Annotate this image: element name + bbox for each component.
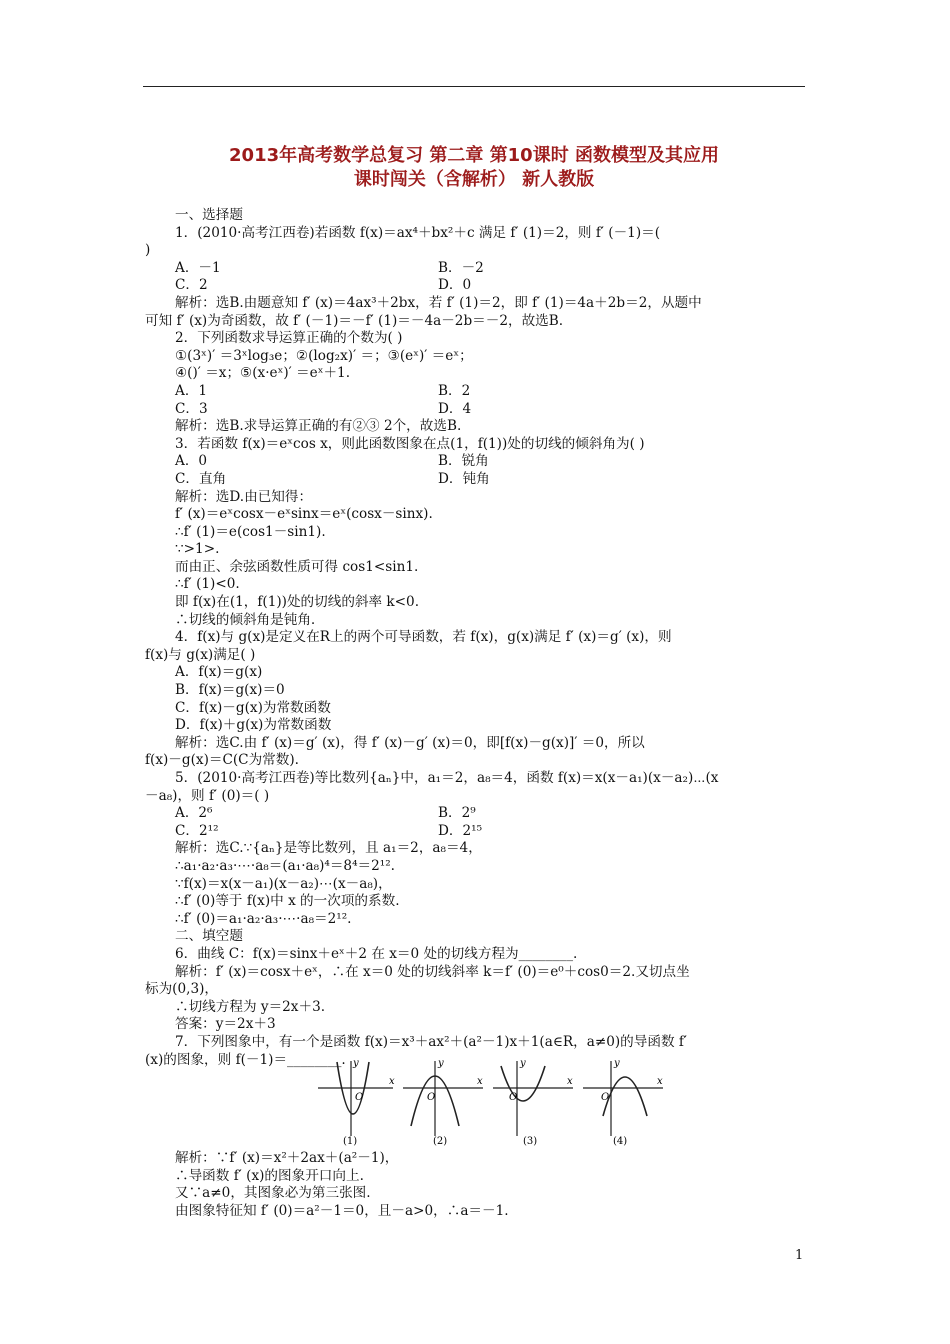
body-text-after-figure	[175, 1150, 815, 1220]
text-line: ∴f′ (0)＝a₁·a₂·a₃·⋯·a₈＝2¹².	[175, 910, 352, 927]
text-line: 5．(2010·高考江西卷)等比数列{aₙ}中，a₁＝2，a₈＝4，函数 f(x)＝x(x－a₁)(x－a₂)⋯(x	[175, 770, 719, 786]
x-axis-label: x	[389, 1076, 395, 1087]
text-line: 解析：选C.由 f′ (x)＝g′ (x)，得 f′ (x)－g′ (x)＝0，即[f(x)－g(x)]′ ＝0，所以	[175, 734, 645, 751]
header-rule	[143, 86, 805, 87]
text-line: ∴导函数 f′ (x)的图象开口向上.	[175, 1167, 364, 1184]
text-line: ∴f′ (1)<0.	[175, 576, 240, 593]
text-line: 4．f(x)与 g(x)是定义在R上的两个可导函数，若 f(x)，g(x)满足 f′ (x)＝g′ (x)，则	[175, 629, 672, 646]
function-graphs-figure	[313, 1056, 673, 1146]
option-left: C．直角	[175, 470, 227, 487]
text-line	[175, 453, 815, 471]
option-right: D．钝角	[438, 470, 490, 487]
text-line: 解析：选D.由已知得：	[175, 488, 313, 505]
text-line: f(x)－g(x)＝C(C为常数).	[145, 752, 299, 769]
origin-label: O	[355, 1092, 364, 1103]
text-line: 解析：f′ (x)＝cosx＋eˣ，∴在 x＝0 处的切线斜率 k＝f′ (0)＝e⁰＋cos0＝2.又切点坐	[175, 963, 690, 980]
text-line: 即 f(x)在(1，f(1))处的切线的斜率 k<0.	[175, 594, 420, 611]
graph-label-3: (3)	[523, 1136, 538, 1146]
svg-text:x: x	[657, 1076, 663, 1087]
text-line: 6．曲线 C：f(x)＝sinx＋eˣ＋2 在 x＝0 处的切线方程为________.	[175, 945, 578, 962]
body-text	[145, 207, 815, 1069]
text-line: ∵>1>.	[175, 541, 220, 558]
graph-3	[493, 1058, 573, 1146]
text-line	[175, 277, 815, 295]
svg-text:O: O	[509, 1092, 518, 1103]
text-line: 可知 f′ (x)为奇函数，故 f′ (－1)＝－f′ (1)＝－4a－2b＝－2，故选B.	[145, 312, 564, 329]
text-line	[175, 805, 815, 823]
graph-4	[583, 1058, 663, 1146]
text-line: 3．若函数 f(x)＝eˣcos x，则此函数图象在点(1，f(1))处的切线的倾斜角为( )	[175, 435, 645, 452]
text-line: 又∵a≠0，其图象必为第三张图.	[175, 1185, 371, 1202]
page-number: 1	[795, 1248, 804, 1263]
svg-text:O: O	[601, 1092, 610, 1103]
option-right: D．2¹⁵	[438, 822, 483, 839]
text-line: 而由正、余弦函数性质可得 cos1<sin1.	[175, 558, 419, 575]
text-line: ∴f′ (0)等于 f(x)中 x 的一次项的系数.	[175, 893, 400, 910]
text-line: ∴f′ (1)＝e(cos1－sin1).	[175, 523, 326, 540]
option-right: B．2	[438, 382, 471, 399]
option-left: A．0	[175, 453, 208, 470]
text-line: 解析：选C.∵{aₙ}是等比数列，且 a₁＝2，a₈＝4，	[175, 840, 482, 857]
graph-label-1: (1)	[343, 1136, 358, 1146]
text-line	[175, 823, 815, 841]
text-line: 2．下列函数求导运算正确的个数为( )	[175, 330, 403, 347]
text-line: 由图象特征知 f′ (0)＝a²－1＝0，且－a>0，∴a＝－1.	[175, 1202, 509, 1219]
text-line: 答案：y＝2x＋3	[175, 1016, 276, 1033]
text-line	[175, 471, 815, 489]
text-line: B．f(x)＝g(x)＝0	[175, 682, 285, 699]
text-line: 解析：选B.由题意知 f′ (x)＝4ax³＋2bx，若 f′ (1)＝2，即 f′ (1)＝4a＋2b＝2，从题中	[175, 294, 702, 311]
text-line: 标为(0,3)，	[145, 981, 219, 998]
svg-text:O: O	[427, 1092, 436, 1103]
option-left: A．2⁶	[175, 805, 213, 822]
option-right: D．4	[438, 400, 472, 417]
y-axis-label: y	[353, 1058, 359, 1069]
text-line: ∴a₁·a₂·a₃·⋯·a₈＝(a₁·a₈)⁴＝8⁴＝2¹².	[175, 857, 395, 874]
graph-1	[318, 1058, 395, 1146]
text-line: C．f(x)－g(x)为常数函数	[175, 699, 331, 716]
option-right: B．2⁹	[438, 805, 476, 822]
option-left: C．3	[175, 400, 208, 417]
text-line: f(x)与 g(x)满足( )	[145, 646, 256, 663]
option-left: C．2	[175, 277, 208, 294]
text-line: )	[145, 242, 151, 259]
text-line: 二、填空题	[175, 928, 243, 945]
svg-text:y: y	[614, 1058, 620, 1069]
text-line: 解析：∵f′ (x)＝x²＋2ax＋(a²－1)，	[175, 1150, 399, 1166]
svg-text:x: x	[477, 1076, 483, 1087]
text-line: ∴切线方程为 y＝2x＋3.	[175, 998, 326, 1015]
text-line	[175, 401, 815, 419]
svg-text:y: y	[520, 1058, 526, 1069]
text-line: ①(3ˣ)′ ＝3ˣlog₃e；②(log₂x)′ ＝；③(eˣ)′ ＝eˣ；	[175, 347, 473, 364]
text-line: D．f(x)＋g(x)为常数函数	[175, 717, 332, 734]
option-right: B．锐角	[438, 453, 489, 470]
text-line: (x)的图象，则 f(－1)＝________.	[145, 1051, 346, 1068]
option-left: A．－1	[175, 259, 221, 276]
text-line: f′ (x)＝eˣcosx－eˣsinx＝eˣ(cosx－sinx).	[175, 506, 433, 523]
text-line: 解析：选B.求导运算正确的有②③ 2个，故选B.	[175, 418, 462, 435]
svg-text:x: x	[567, 1076, 573, 1087]
option-right: D．0	[438, 277, 472, 294]
text-line	[175, 260, 815, 278]
option-left: C．2¹²	[175, 822, 219, 839]
text-line	[175, 383, 815, 401]
graph-label-2: (2)	[433, 1136, 448, 1146]
graphs-svg	[313, 1056, 673, 1146]
text-line: A．f(x)＝g(x)	[175, 664, 263, 681]
text-line: ∵f(x)＝x(x－a₁)(x－a₂)⋯(x－a₈)，	[175, 875, 392, 892]
text-line: －a₈)，则 f′ (0)＝( )	[145, 787, 270, 804]
text-line: ∴切线的倾斜角是钝角.	[175, 611, 316, 628]
option-right: B．－2	[438, 259, 484, 276]
doc-title-line1: 2013年高考数学总复习 第二章 第10课时 函数模型及其应用	[229, 145, 719, 166]
svg-text:y: y	[438, 1058, 444, 1069]
option-left: A．1	[175, 382, 208, 399]
doc-title-line2: 课时闯关（含解析） 新人教版	[353, 169, 595, 190]
graph-2	[403, 1058, 483, 1146]
text-line: 1．(2010·高考江西卷)若函数 f(x)＝ax⁴＋bx²＋c 满足 f′ (1)＝2，则 f′ (－1)＝(	[175, 224, 661, 241]
text-line: 一、选择题	[175, 207, 243, 223]
text-line: 7．下列图象中，有一个是函数 f(x)＝x³＋ax²＋(a²－1)x＋1(a∈R，a≠0)的导函数 f′	[175, 1033, 687, 1050]
graph-label-4: (4)	[613, 1136, 628, 1146]
text-line: ④()′ ＝x；⑤(x·eˣ)′ ＝eˣ＋1.	[175, 365, 351, 382]
